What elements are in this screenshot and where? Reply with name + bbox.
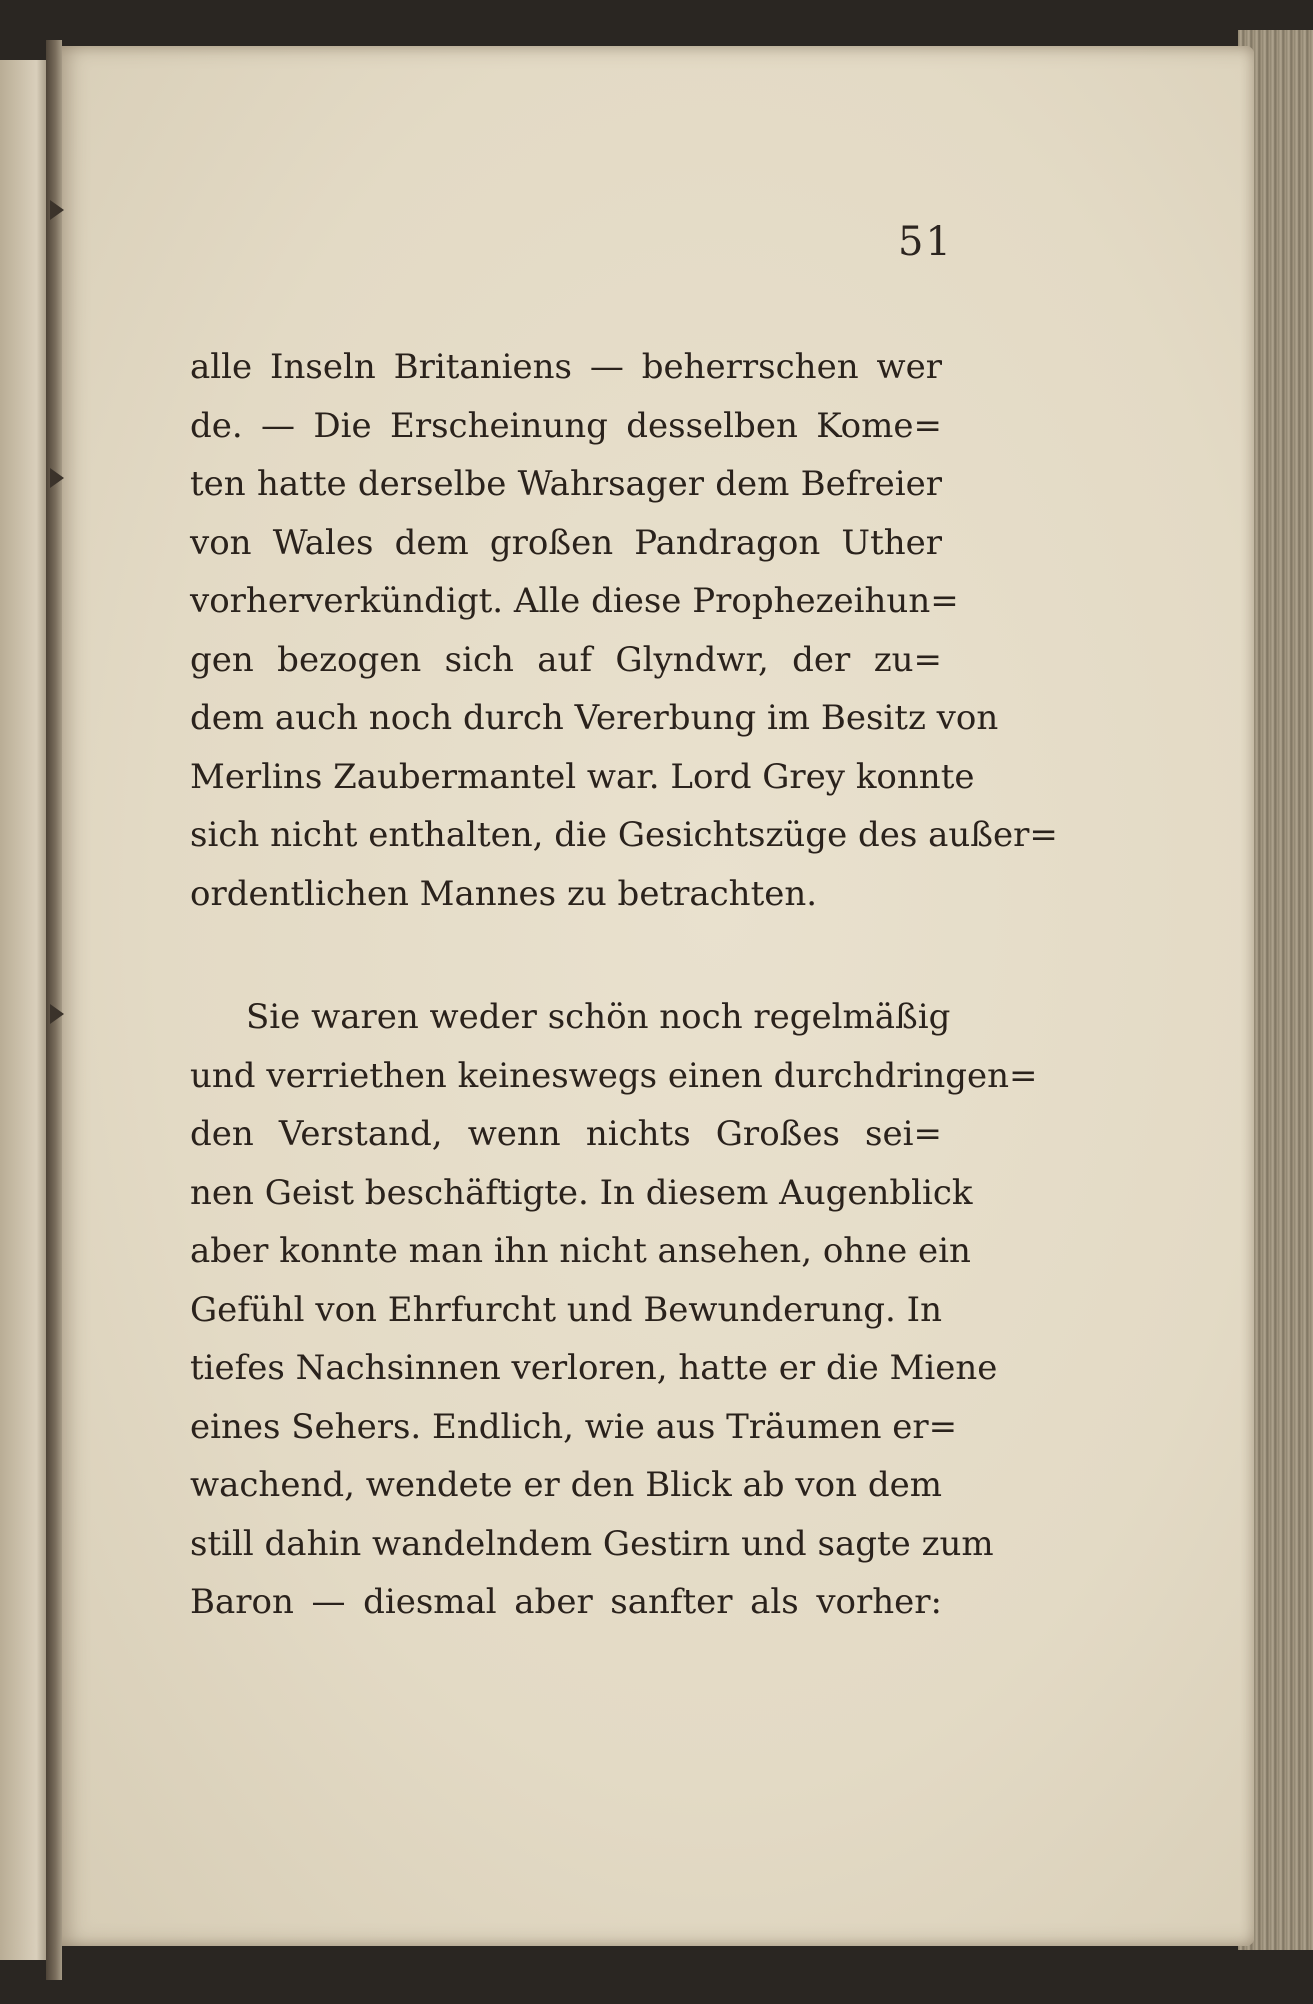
- text-line: den Verstand, wenn nichts Großes sei=: [190, 1114, 942, 1154]
- paragraph-2: [190, 988, 1038, 1632]
- text-line: von Wales dem großen Pandragon Uther: [190, 522, 942, 563]
- margin-mark: [50, 200, 64, 220]
- text-line: still dahin wandelndem Gestirn und sagte zum: [190, 1523, 994, 1564]
- text-line: Merlins Zaubermantel war. Lord Grey konnte: [190, 756, 975, 797]
- paragraph-1: [190, 338, 1058, 923]
- text-line: tiefes Nachsinnen verloren, hatte er die Miene: [190, 1348, 998, 1388]
- text-line: und verriethen keineswegs einen durchdringen=: [190, 1055, 1038, 1096]
- text-line: Baron — diesmal aber sanfter als vorher:: [190, 1582, 942, 1622]
- text-line: eines Sehers. Endlich, wie aus Träumen er=: [190, 1406, 958, 1447]
- text-line: Sie waren weder schön noch regelmäßig: [246, 997, 951, 1037]
- margin-mark: [50, 1004, 64, 1024]
- text-line: de. — Die Erscheinung desselben Kome=: [190, 405, 942, 446]
- text-line: ten hatte derselbe Wahrsager dem Befreier: [190, 464, 942, 504]
- text-line: wachend, wendete er den Blick ab von dem: [190, 1465, 942, 1505]
- text-line: Gefühl von Ehrfurcht und Bewunderung. In: [190, 1289, 942, 1330]
- text-line: gen bezogen sich auf Glyndwr, der zu=: [190, 639, 942, 680]
- text-line: nen Geist beschäftigte. In diesem Augenblick: [190, 1172, 973, 1213]
- text-line: sich nicht enthalten, die Gesichtszüge des außer=: [190, 815, 1058, 855]
- page-number: 51: [898, 219, 953, 265]
- text-line: dem auch noch durch Vererbung im Besitz von: [190, 698, 999, 738]
- margin-mark: [50, 468, 64, 488]
- text-line: vorherverkündigt. Alle diese Prophezeihun=: [190, 581, 959, 621]
- text-line: aber konnte man ihn nicht ansehen, ohne ein: [190, 1231, 971, 1271]
- left-page-edge: [0, 60, 52, 1960]
- text-line: ordentlichen Mannes zu betrachten.: [190, 873, 818, 914]
- text-line: alle Inseln Britaniens — beherrschen wer: [190, 347, 942, 387]
